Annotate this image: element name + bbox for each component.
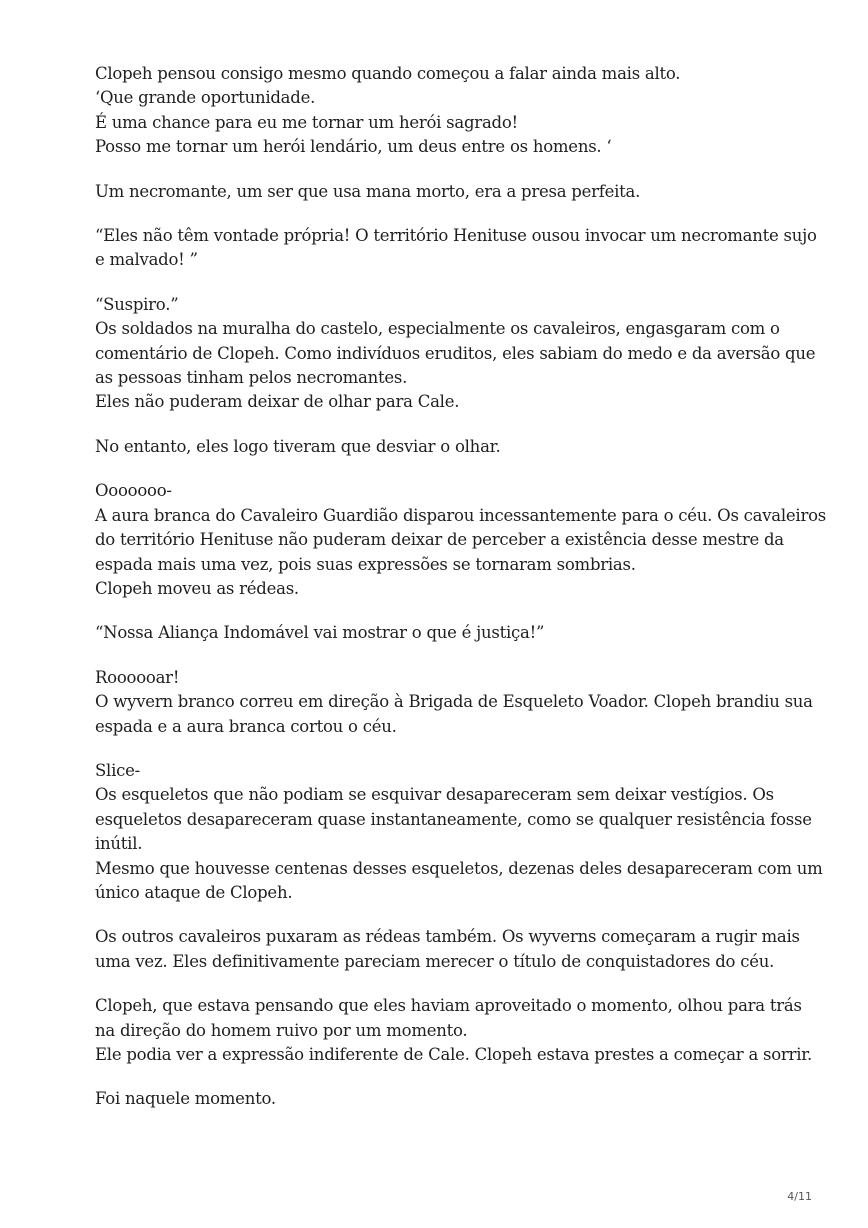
text-line: “Eles não têm vontade própria! O território Henituse ousou invocar um necromante sujo xyxy=(95,226,817,246)
paragraph xyxy=(95,479,826,601)
paragraph xyxy=(95,180,795,204)
text-line: Os outros cavaleiros puxaram as rédeas também. Os wyverns começaram a rugir mais xyxy=(95,927,800,947)
paragraph xyxy=(95,224,817,273)
text-line: A aura branca do Cavaleiro Guardião disparou incessantemente para o céu. Os cavaleiros xyxy=(95,505,826,525)
text-line: Mesmo que houvesse centenas desses esqueletos, dezenas deles desapareceram com um xyxy=(95,858,823,878)
text-line: Slice- xyxy=(95,760,140,780)
text-line: uma vez. Eles definitivamente pareciam merecer o título de conquistadores do céu. xyxy=(95,951,775,971)
text-line: “Suspiro.” xyxy=(95,294,179,314)
text-line: Eles não puderam deixar de olhar para Cale. xyxy=(95,392,460,412)
text-line: É uma chance para eu me tornar um herói sagrado! xyxy=(95,112,518,132)
paragraph xyxy=(95,666,813,739)
paragraph xyxy=(95,925,800,974)
page-number: 4/11 xyxy=(787,1190,812,1203)
paragraph xyxy=(95,62,795,160)
text-line: Um necromante, um ser que usa mana morto, era a presa perfeita. xyxy=(95,181,641,201)
text-line: espada mais uma vez, pois suas expressões se tornaram sombrias. xyxy=(95,554,636,574)
text-line: Ele podia ver a expressão indiferente de Cale. Clopeh estava prestes a começar a sorrir. xyxy=(95,1045,813,1064)
paragraph xyxy=(95,435,795,459)
text-line: Ooooooo- xyxy=(95,481,172,501)
text-line: Os soldados na muralha do castelo, especialmente os cavaleiros, engasgaram com o xyxy=(95,319,780,339)
text-line: inútil. xyxy=(95,834,143,854)
text-line: as pessoas tinham pelos necromantes. xyxy=(95,368,408,388)
text-line: Roooooar! xyxy=(95,667,180,687)
text-line: Clopeh pensou consigo mesmo quando começou a falar ainda mais alto. xyxy=(95,64,681,83)
text-line: Clopeh moveu as rédeas. xyxy=(95,578,299,598)
document-body xyxy=(95,62,826,1132)
text-line: na direção do homem ruivo por um momento. xyxy=(95,1020,468,1040)
paragraph xyxy=(95,994,813,1067)
paragraph xyxy=(95,1087,795,1111)
text-line: Posso me tornar um herói lendário, um deus entre os homens. ‘ xyxy=(95,137,612,157)
text-line: espada e a aura branca cortou o céu. xyxy=(95,716,397,736)
text-line: Os esqueletos que não podiam se esquivar desapareceram sem deixar vestígios. Os xyxy=(95,785,774,805)
text-line: “Nossa Aliança Indomável vai mostrar o que é justiça!” xyxy=(95,623,545,643)
paragraph xyxy=(95,293,816,415)
text-line: Clopeh, que estava pensando que eles haviam aproveitado o momento, olhou para trás xyxy=(95,996,802,1016)
text-line: No entanto, eles logo tiveram que desviar o olhar. xyxy=(95,436,501,456)
text-line: esqueletos desapareceram quase instantaneamente, como se qualquer resistência fosse xyxy=(95,809,812,829)
text-line: ‘Que grande oportunidade. xyxy=(95,88,316,108)
text-line: e malvado! ” xyxy=(95,250,198,270)
paragraph xyxy=(95,621,795,645)
paragraph xyxy=(95,759,823,905)
text-line: O wyvern branco correu em direção à Brigada de Esqueleto Voador. Clopeh brandiu sua xyxy=(95,692,813,712)
text-line: único ataque de Clopeh. xyxy=(95,882,293,902)
text-line: do território Henituse não puderam deixar de perceber a existência desse mestre da xyxy=(95,530,784,550)
text-line: comentário de Clopeh. Como indivíduos eruditos, eles sabiam do medo e da aversão que xyxy=(95,343,816,363)
text-line: Foi naquele momento. xyxy=(95,1089,276,1109)
